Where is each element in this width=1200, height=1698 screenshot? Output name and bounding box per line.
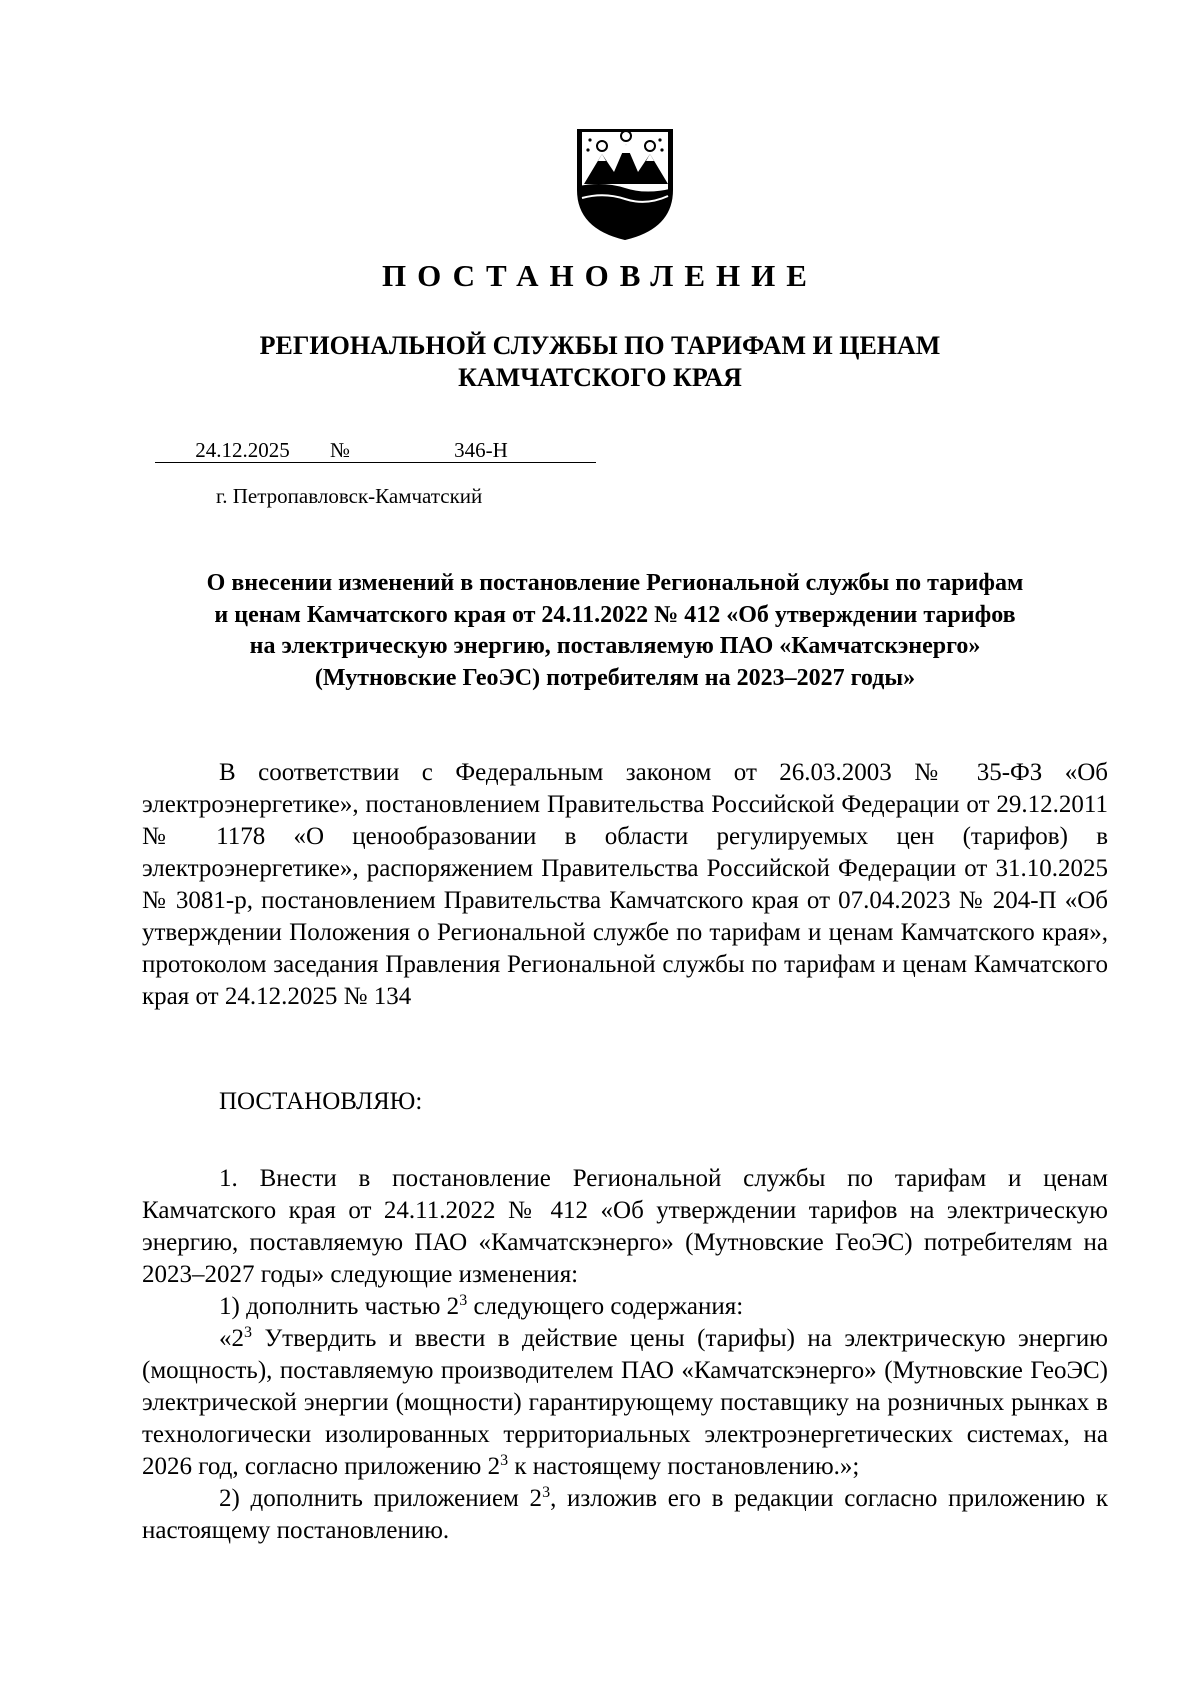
basis-paragraph: В соответствии с Федеральным законом от 26.03.2003 № 35-ФЗ «Об электроэнергетике», постановлением Правительства Российской Федерации от 29.12.2011 № 1178 «О ценообразовании в области регулируемых цен (тарифов) в электроэнергетике», распоряжением Правительства Российской Федерации от 31.10.2025 № 3081-р, постановлением Правительства Камчатского края от 07.04.2023 № 204-П «Об утверждении Положения о Региональной службе по тарифам и ценам Камчатского края», протоколом заседания Правления Региональной службы по тарифам и ценам Камчатского края от 24.12.2025 № 134 [142, 759, 1108, 1010]
subject-line-3: на электрическую энергию, поставляемую ПАО «Камчатскэнерго» [249, 633, 981, 659]
subitem-1-text-b: следующего содержания: [467, 1293, 744, 1320]
superscript: 3 [500, 1452, 509, 1469]
subject-line-2: и ценам Камчатского края от 24.11.2022 № 412 «Об утверждении тарифов [214, 601, 1016, 628]
items-section [142, 1163, 1108, 1547]
subitem-1-text-a: 1) дополнить частью 2 [219, 1293, 460, 1320]
coat-of-arms-icon [570, 122, 680, 242]
city: г. Петропавловск-Камчатский [216, 484, 483, 508]
issuer-line-2: КАМЧАТСКОГО КРАЯ [458, 363, 742, 392]
document-subject [150, 568, 1080, 694]
registration-line [155, 438, 596, 463]
number-label: № [330, 438, 366, 463]
issuer-name [0, 330, 1200, 394]
superscript: 3 [244, 1324, 252, 1341]
subject-line-4: (Мутновские ГеоЭС) потребителям на 2023–2027 годы» [314, 664, 916, 691]
document-number: 346-Н [366, 438, 596, 463]
subitem-2 [142, 1483, 1108, 1547]
quote-text-a: «2 [219, 1325, 244, 1352]
quote-text-b: Утвердить и ввести в действие цены (тарифы) на электрическую энергию (мощность), поставляемую производителем ПАО «Камчатскэнерго» (Мутновские ГеоЭС) электрической энергии (мощности) гарантирующему поставщику на розничных рынках в технологически изолированных территориальных электроэнергетических системах, на 2026 год, согласно приложению 2 [142, 1325, 1108, 1480]
item-1: 1. Внести в постановление Региональной службы по тарифам и ценам Камчатского края от 24.11.2022 № 412 «Об утверждении тарифов на электрическую энергию, поставляемую ПАО «Камчатскэнерго» (Мутновские ГеоЭС) потребителям на 2023–2027 годы» следующие изменения: [142, 1165, 1108, 1288]
subitem-2-text-a: 2) дополнить приложением 2 [219, 1485, 543, 1512]
document-title: ПОСТАНОВЛЕНИЕ [382, 258, 818, 293]
subitem-2-text-b: , изложив его в редакции согласно приложению к настоящему постановлению. [142, 1485, 1108, 1544]
quote-text-c: к настоящему постановлению.»; [508, 1453, 860, 1480]
superscript: 3 [542, 1484, 551, 1501]
subject-line-1: О внесении изменений в постановление Региональной службы по тарифам [206, 570, 1024, 596]
issuer-line-1: РЕГИОНАЛЬНОЙ СЛУЖБЫ ПО ТАРИФАМ И ЦЕНАМ [259, 331, 941, 360]
decree-word: ПОСТАНОВЛЯЮ: [219, 1088, 423, 1115]
subitem-1 [142, 1291, 1108, 1323]
basis-section [142, 757, 1108, 1013]
superscript: 3 [459, 1292, 468, 1309]
document-date: 24.12.2025 [155, 438, 330, 463]
decree-section [142, 1086, 1108, 1118]
quoted-part [142, 1323, 1108, 1483]
